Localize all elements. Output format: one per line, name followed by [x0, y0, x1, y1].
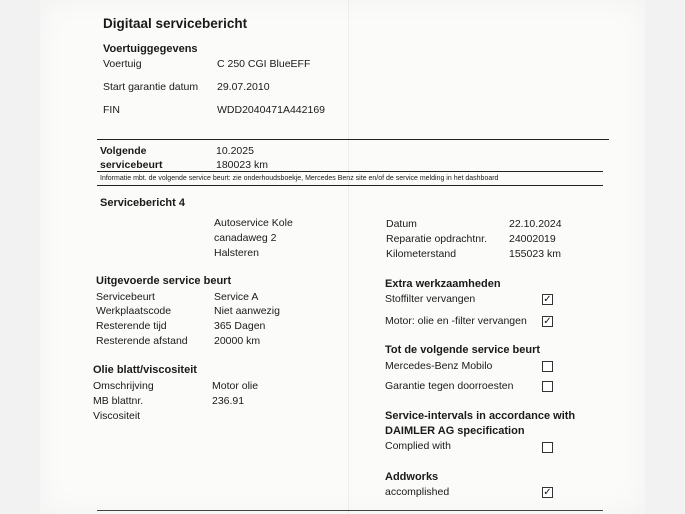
performed-row-value: 365 Dagen — [214, 320, 266, 332]
next-service-label-2: servicebeurt — [100, 159, 163, 171]
performed-row-label: Resterende tijd — [96, 320, 167, 332]
oil-description-label: Omschrijving — [93, 380, 154, 392]
vehicle-value: C 250 CGI BlueEFF — [217, 58, 311, 70]
mobilo-label: Mercedes-Benz Mobilo — [385, 360, 493, 372]
next-service-label: Volgende — [100, 145, 147, 157]
fin-value: WDD2040471A442169 — [217, 104, 325, 116]
rust-warranty-checkbox[interactable] — [542, 381, 553, 392]
divider — [97, 171, 603, 172]
paper-fold — [348, 0, 349, 514]
extra-work-heading: Extra werkzaamheden — [385, 278, 501, 290]
next-service-km: 180023 km — [216, 159, 268, 171]
complied-checkbox[interactable] — [542, 442, 553, 453]
divider — [97, 139, 609, 140]
oil-sheet-value: 236.91 — [212, 395, 245, 407]
extra-item-label: Motor: olie en -filter vervangen — [385, 315, 527, 327]
oil-heading: Olie blatt/viscositeit — [93, 364, 197, 376]
accomplished-label: accomplished — [385, 486, 450, 498]
next-service-date: 10.2025 — [216, 145, 254, 157]
divider — [97, 510, 603, 511]
intervals-heading-2: DAIMLER AG specification — [385, 425, 525, 437]
dealer-city: Halsteren — [214, 247, 259, 259]
check-mark-icon: ✓ — [543, 487, 552, 498]
vehicle-heading: Voertuiggegevens — [103, 43, 198, 55]
dealer-street: canadaweg 2 — [214, 232, 277, 244]
accomplished-checkbox[interactable] — [542, 487, 553, 498]
date-value: 22.10.2024 — [509, 218, 562, 230]
extra-item-label: Stoffilter vervangen — [385, 293, 476, 305]
page-title: Digitaal servicebericht — [103, 16, 248, 31]
warranty-start-value: 29.07.2010 — [217, 81, 270, 93]
fin-label: FIN — [103, 104, 120, 116]
performed-heading: Uitgevoerde service beurt — [96, 275, 232, 287]
intervals-heading: Service-intervals in accordance with — [385, 410, 576, 422]
check-mark-icon: ✓ — [543, 294, 552, 305]
warranty-start-label: Start garantie datum — [103, 81, 199, 93]
oil-description-value: Motor olie — [212, 380, 259, 392]
performed-row-label: Servicebeurt — [96, 291, 155, 303]
performed-row-value: Niet aanwezig — [214, 305, 280, 317]
performed-row-value: Service A — [214, 291, 259, 303]
performed-row-label: Resterende afstand — [96, 335, 188, 347]
mileage-value: 155023 km — [509, 248, 561, 260]
repair-order-label: Reparatie opdrachtnr. — [386, 233, 487, 245]
performed-row-label: Werkplaatscode — [96, 305, 172, 317]
date-label: Datum — [386, 218, 417, 230]
oil-viscosity-label: Viscositeit — [93, 410, 141, 422]
report-heading: Servicebericht 4 — [100, 197, 185, 209]
addworks-heading: Addworks — [385, 471, 439, 483]
until-next-heading: Tot de volgende service beurt — [385, 344, 541, 356]
extra-item-checkbox[interactable] — [542, 316, 553, 327]
dealer-name: Autoservice Kole — [214, 217, 293, 229]
check-mark-icon: ✓ — [543, 316, 552, 327]
complied-label: Complied with — [385, 440, 451, 452]
divider — [97, 185, 603, 186]
extra-item-checkbox[interactable] — [542, 294, 553, 305]
performed-row-value: 20000 km — [214, 335, 261, 347]
repair-order-value: 24002019 — [509, 233, 556, 245]
vehicle-label: Voertuig — [103, 58, 142, 70]
mobilo-checkbox[interactable] — [542, 361, 553, 372]
mileage-label: Kilometerstand — [386, 248, 457, 260]
rust-warranty-label: Garantie tegen doorroesten — [385, 380, 514, 392]
next-service-info: Informatie mbt. de volgende service beurt: zie onderhoudsboekje, Mercedes Benz site en/of de service melding in het dashboard — [100, 175, 499, 182]
oil-sheet-label: MB blattnr. — [93, 395, 144, 407]
